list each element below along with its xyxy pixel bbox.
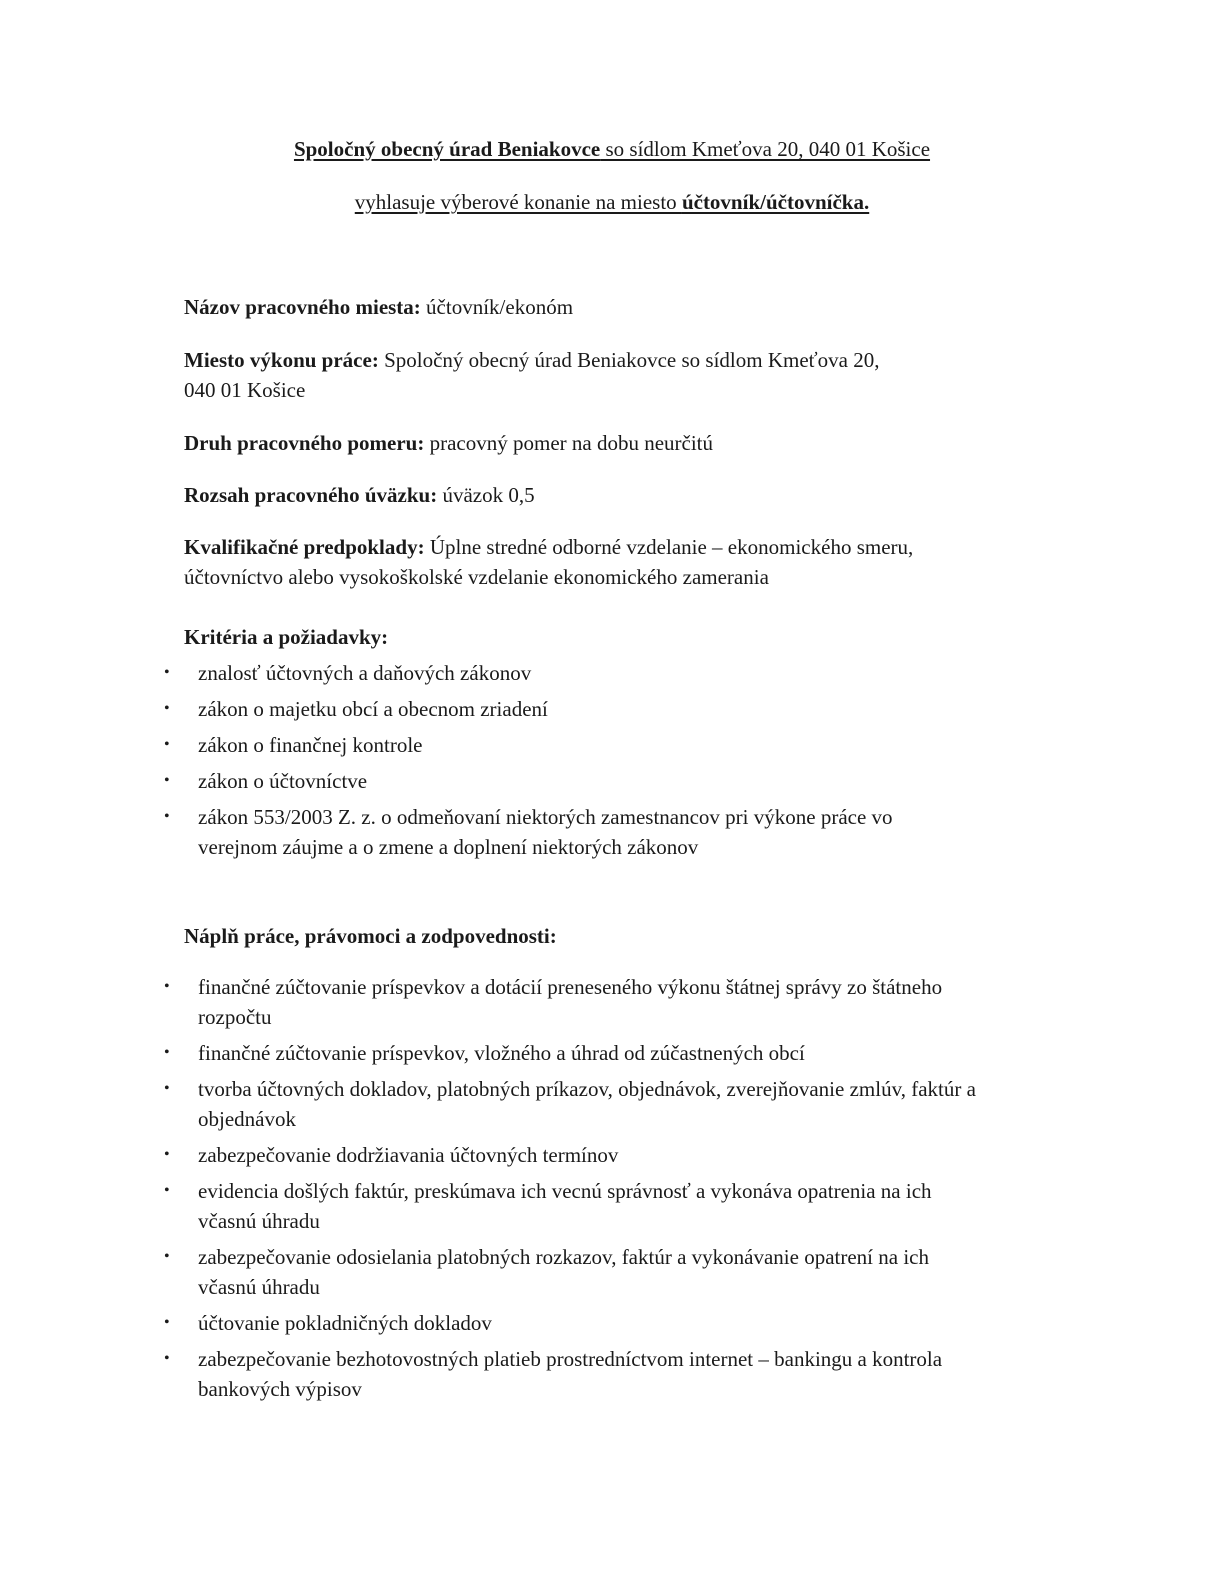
field-label: Rozsah pracovného úväzku:: [184, 483, 438, 507]
announcement-text: vyhlasuje výberové konanie na miesto: [354, 190, 682, 214]
field-position-name: [184, 292, 984, 322]
field-value: Spoločný obecný úrad Beniakovce so sídlom Kmeťova 20,: [378, 348, 880, 372]
position-title: účtovník/účtovníčka.: [681, 190, 870, 214]
header-line-1: [0, 134, 1224, 164]
field-value: Úplne stredné odborné vzdelanie – ekonomického smeru,: [424, 535, 914, 559]
bullet-icon: •: [164, 978, 170, 995]
field-value-continued: účtovníctvo alebo vysokoškolské vzdelanie ekonomického zamerania: [184, 565, 769, 589]
list-item: • zákon o finančnej kontrole: [0, 730, 1028, 760]
field-value: úväzok 0,5: [437, 483, 535, 507]
list-item: • zákon o majetku obcí a obecnom zriadení: [0, 694, 1028, 724]
list-item: • tvorba účtovných dokladov, platobných príkazov, objednávok, zverejňovanie zmlúv, faktúr a objednávok: [0, 1074, 1018, 1134]
bullet-icon: •: [164, 1080, 170, 1097]
list-item: • finančné zúčtovanie príspevkov a dotácií preneseného výkonu štátnej správy zo štátneho rozpočtu: [0, 972, 998, 1032]
duties-heading: Náplň práce, právomoci a zodpovednosti:: [184, 924, 557, 948]
list-item: • zabezpečovanie bezhotovostných platieb prostredníctvom internet – bankingu a kontrola bankových výpisov: [0, 1344, 998, 1404]
bullet-icon: •: [164, 700, 170, 717]
field-value-continued: 040 01 Košice: [184, 378, 306, 402]
list-item: • zákon 553/2003 Z. z. o odmeňovaní niektorých zamestnancov pri výkone práce vo verejnom záujme a o zmene a doplnení niektorých zákonov: [0, 802, 948, 862]
field-employment-type: [184, 428, 984, 458]
bullet-icon: •: [164, 1314, 170, 1331]
list-item: • zabezpečovanie odosielania platobných rozkazov, faktúr a vykonávanie opatrení na ich včasnú úhradu: [0, 1242, 988, 1302]
bullet-icon: •: [164, 1182, 170, 1199]
criteria-list: [0, 658, 1028, 862]
field-label: Druh pracovného pomeru:: [184, 431, 425, 455]
bullet-icon: •: [164, 1146, 170, 1163]
bullet-icon: •: [164, 772, 170, 789]
field-workload: [184, 480, 984, 510]
list-item: • účtovanie pokladničných dokladov: [0, 1308, 1028, 1338]
list-item: • zákon o účtovníctve: [0, 766, 1028, 796]
list-item: • finančné zúčtovanie príspevkov, vložného a úhrad od zúčastnených obcí: [0, 1038, 1028, 1068]
field-value: účtovník/ekonóm: [420, 295, 574, 319]
duties-list: [0, 972, 1028, 1404]
header-line-2: [0, 187, 1224, 217]
field-label: Kvalifikačné predpoklady:: [184, 535, 425, 559]
list-item: • znalosť účtovných a daňových zákonov: [0, 658, 1028, 688]
field-workplace: [184, 345, 984, 405]
bullet-icon: •: [164, 808, 170, 825]
field-qualifications: [184, 532, 984, 592]
criteria-heading: Kritéria a požiadavky:: [184, 625, 389, 649]
bullet-icon: •: [164, 1350, 170, 1367]
office-name: Spoločný obecný úrad Beniakovce: [293, 137, 601, 161]
list-item: • evidencia došlých faktúr, preskúmava ich vecnú správnosť a vykonáva opatrenia na ich včasnú úhradu: [0, 1176, 988, 1236]
bullet-icon: •: [164, 1248, 170, 1265]
field-value: pracovný pomer na dobu neurčitú: [424, 431, 714, 455]
list-item: • zabezpečovanie dodržiavania účtovných termínov: [0, 1140, 1028, 1170]
bullet-icon: •: [164, 664, 170, 681]
bullet-icon: •: [164, 736, 170, 753]
field-label: Miesto výkonu práce:: [184, 348, 379, 372]
office-address: so sídlom Kmeťova 20, 040 01 Košice: [600, 137, 931, 161]
field-label: Názov pracovného miesta:: [184, 295, 421, 319]
bullet-icon: •: [164, 1044, 170, 1061]
